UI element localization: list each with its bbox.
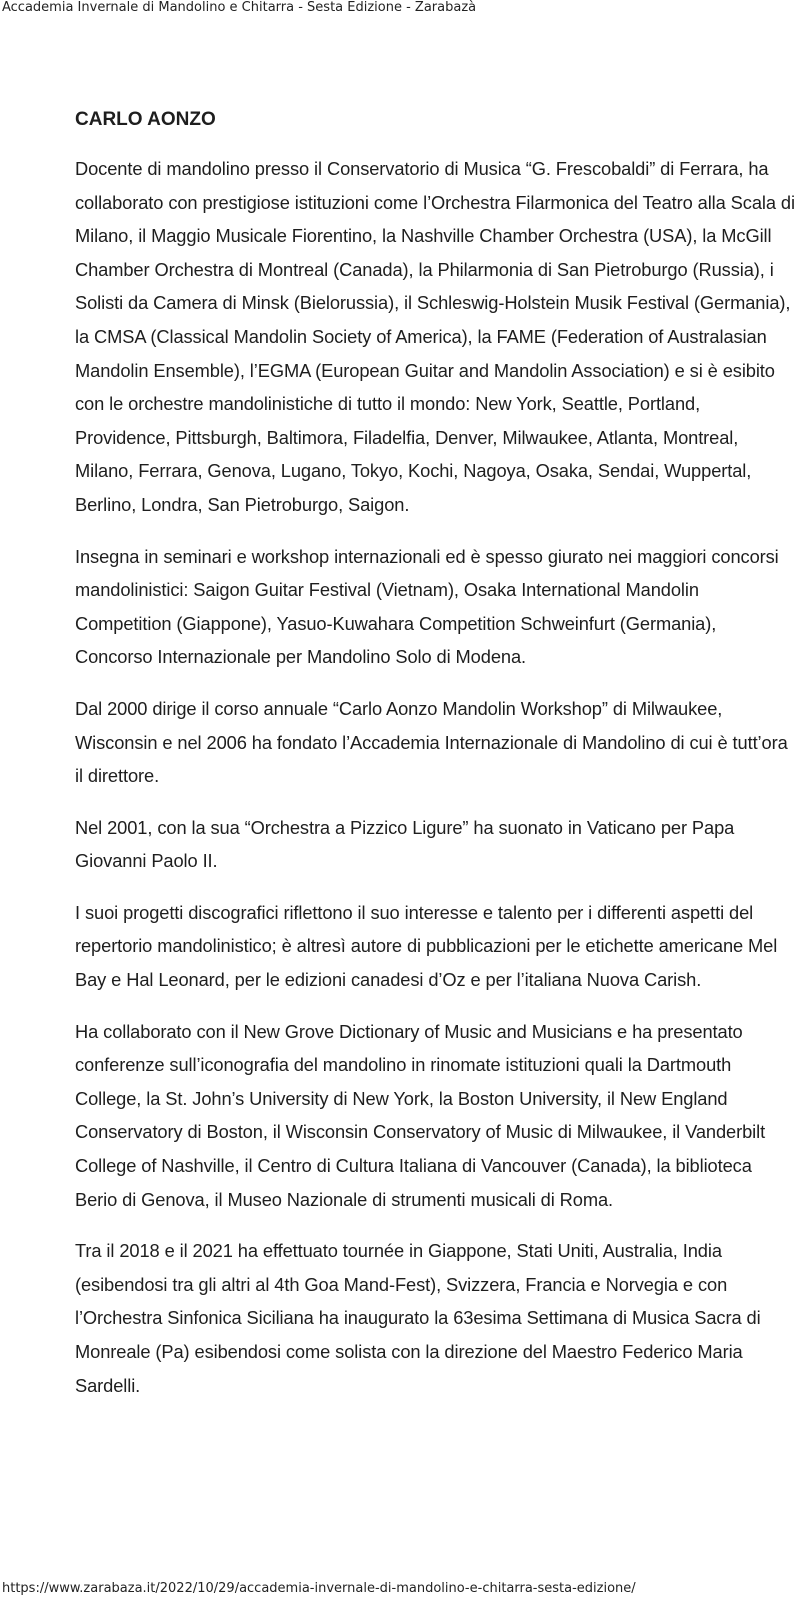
bio-paragraph-vatican: Nel 2001, con la sua “Orchestra a Pizzico Ligure” ha suonato in Vaticano per Papa Giovanni Paolo II.	[75, 816, 735, 872]
print-header-title: Accademia Invernale di Mandolino e Chitarra - Sesta Edizione - Zarabazà	[2, 0, 477, 15]
author-heading: CARLO AONZO	[75, 109, 216, 130]
article-body	[75, 106, 795, 1402]
bio-paragraph-tours: Tra il 2018 e il 2021 ha effettuato tournée in Giappone, Stati Uniti, Australia, India (esibendosi tra gli altri al 4th Goa Mand-Fest), Svizzera, Francia e Norvegia e con l’Orchestra Sinfonica Siciliana ha inaugurato la 63esima Settimana di Musica Sacra di Monreale (Pa) esibendosi come solista con la direzione del Maestro Federico Maria Sardelli.	[75, 1240, 761, 1396]
bio-paragraph-career: Docente di mandolino presso il Conservatorio di Musica “G. Frescobaldi” di Ferrara, ha collaborato con prestigiose istituzioni come l’Orchestra Filarmonica del Teatro alla Scala di Milano, il Maggio Musicale Fiorentino, la Nashville Chamber Orchestra (USA), la McGill Chamber Orchestra di Montreal (Canada), la Philarmonia di San Pietroburgo (Russia), i Solisti da Camera di Minsk (Bielorussia), il Schleswig-Holstein Musik Festival (Germania), la CMSA (Classical Mandolin Society of America), la FAME (Federation of Australasian Mandolin Ensemble), l’EGMA (European Guitar and Mandolin Association) e si è esibito con le orchestre mandolinistiche di tutto il mondo: New York, Seattle, Portland, Providence, Pittsburgh, Baltimora, Filadelfia, Denver, Milwaukee, Atlanta, Montreal, Milano, Ferrara, Genova, Lugano, Tokyo, Kochi, Nagoya, Osaka, Sendai, Wuppertal, Berlino, Londra, San Pietroburgo, Saigon.	[75, 158, 795, 515]
bio-paragraph-discography: I suoi progetti discografici riflettono il suo interesse e talento per i differenti aspetti del repertorio mandolinistico; è altresì autore di pubblicazioni per le etichette americane Mel Bay e Hal Leonard, per le edizioni canadesi d’Oz e per l’italiana Nuova Carish.	[75, 901, 778, 991]
bio-paragraph-teaching: Insegna in seminari e workshop internazionali ed è spesso giurato nei maggiori concorsi mandolinistici: Saigon Guitar Festival (Vietnam), Osaka International Mandolin Competition (Giappone), Yasuo-Kuwahara Competition Schweinfurt (Germania), Concorso Internazionale per Mandolino Solo di Modena.	[75, 545, 779, 668]
print-footer-url: https://www.zarabaza.it/2022/10/29/accademia-invernale-di-mandolino-e-chitarra-sesta-edizione/	[2, 1581, 636, 1596]
bio-paragraph-workshop: Dal 2000 dirige il corso annuale “Carlo Aonzo Mandolin Workshop” di Milwaukee, Wisconsin e nel 2006 ha fondato l’Accademia Internazionale di Mandolino di cui è tutt’ora il direttore.	[75, 697, 788, 787]
bio-paragraph-conferences: Ha collaborato con il New Grove Dictionary of Music and Musicians e ha presentato conferenze sull’iconografia del mandolino in rinomate istituzioni quali la Dartmouth College, la St. John’s University di New York, la Boston University, il New England Conservatory di Boston, il Wisconsin Conservatory of Music di Milwaukee, il Vanderbilt College of Nashville, il Centro di Cultura Italiana di Vancouver (Canada), la biblioteca Berio di Genova, il Museo Nazionale di strumenti musicali di Roma.	[75, 1020, 766, 1210]
